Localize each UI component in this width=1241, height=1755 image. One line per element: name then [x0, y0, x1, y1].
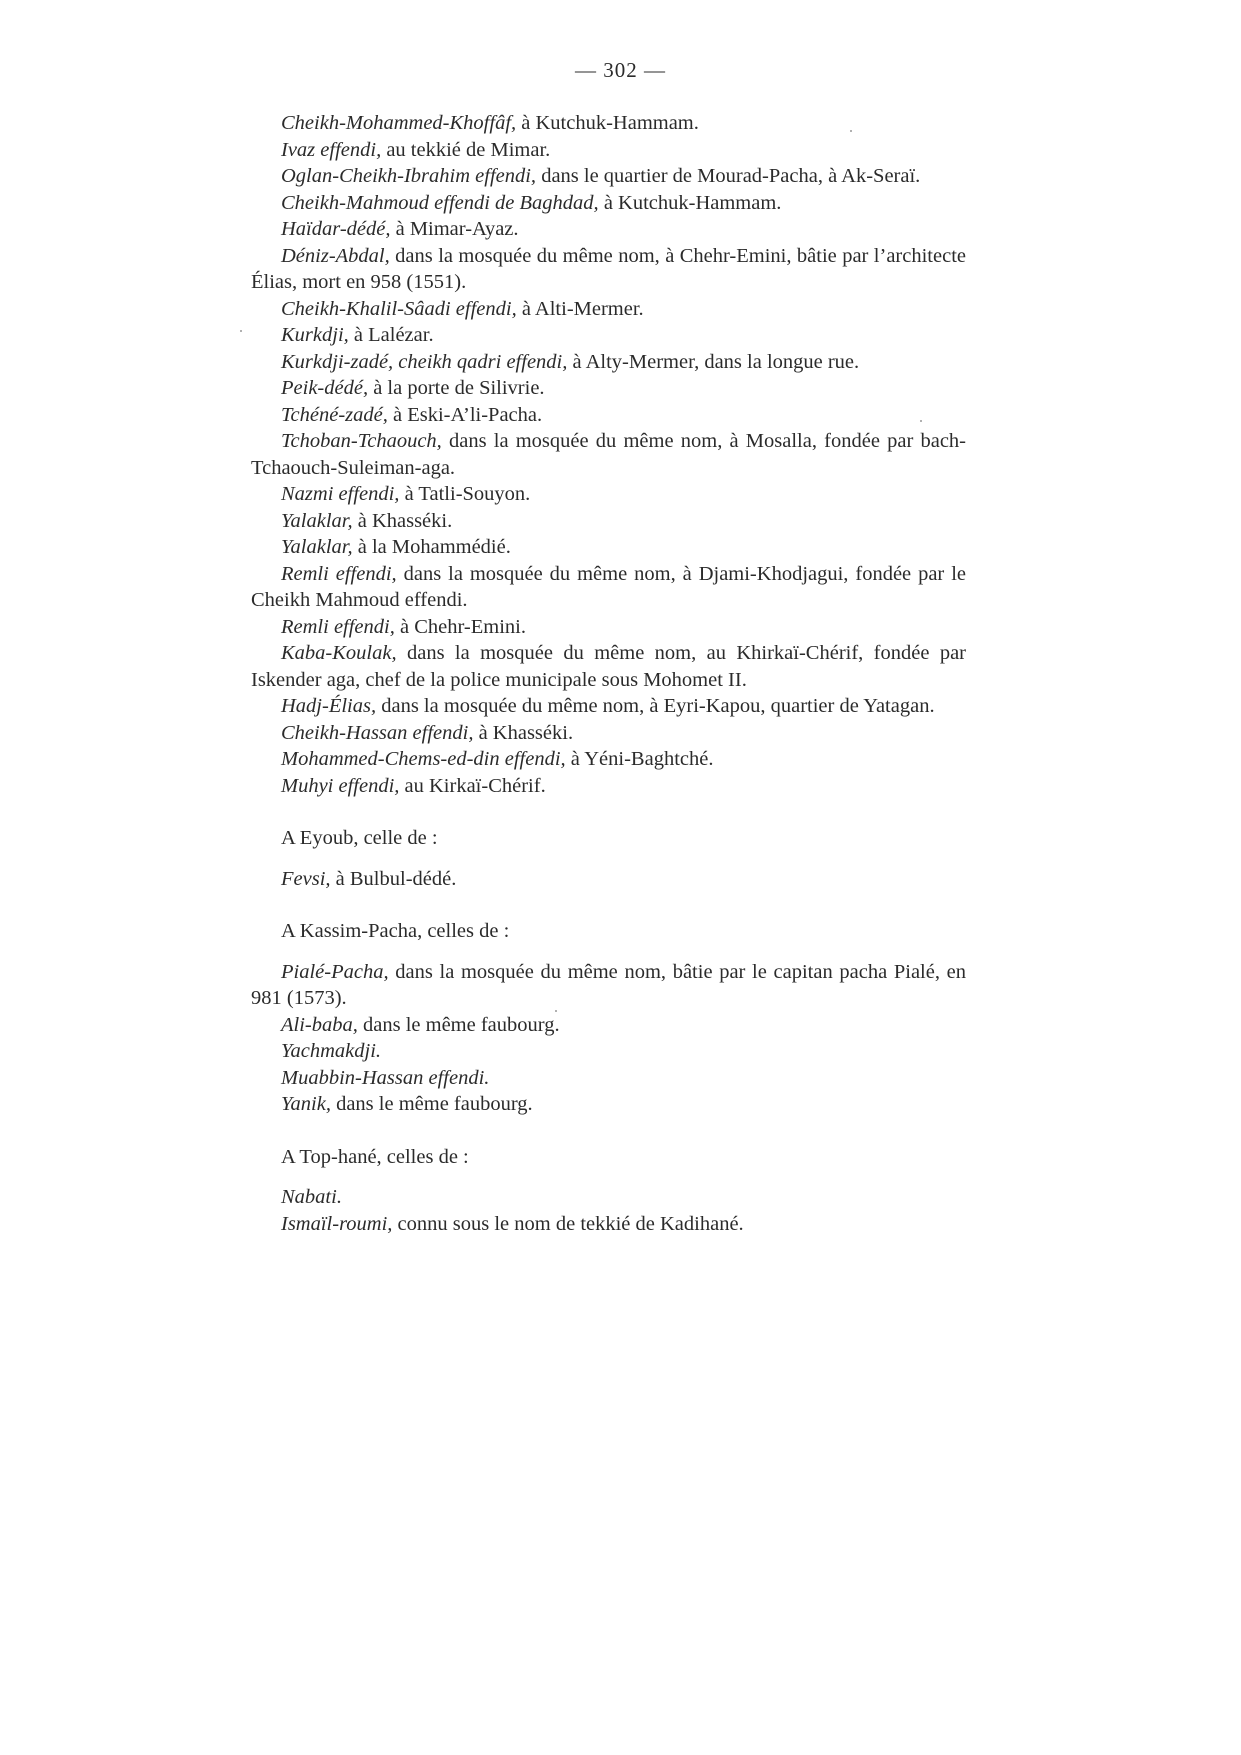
- tekkie-location: à Kutchuk-Hammam.: [516, 112, 699, 134]
- tekkie-name: Yalaklar,: [281, 536, 353, 558]
- tekkie-name: Déniz-Abdal,: [281, 244, 390, 267]
- tekkie-location: au Kirkaï-Chérif.: [399, 774, 546, 797]
- tekkie-name: Oglan-Cheikh-Ibrahim effendi,: [281, 165, 537, 187]
- section-heading: A Kassim-Pacha, celles de :: [281, 920, 510, 942]
- tekkie-name: Kurkdji,: [281, 324, 349, 346]
- scan-speck: [240, 330, 242, 332]
- tekkie-location: dans le même faubourg.: [357, 1013, 560, 1036]
- tekkie-name: Yalaklar,: [281, 509, 353, 532]
- tekkie-entry: [251, 163, 966, 190]
- tekkie-entry: [251, 720, 966, 747]
- kassim-list: [251, 959, 966, 1118]
- section-heading: A Eyoub, celle de :: [281, 827, 438, 849]
- tekkie-name: Tchoban-Tchaouch,: [281, 430, 442, 452]
- eyoub-section: [251, 825, 966, 892]
- tekkie-location: dans la mosquée du même nom, à Mosalla, fondée par bach-Tchaouch-Suleiman-aga.: [251, 430, 966, 479]
- tekkie-name: Nazmi effendi,: [281, 483, 400, 505]
- tekkie-entry: [251, 1038, 966, 1065]
- tekkie-entry: [251, 322, 966, 349]
- tekkie-entry: [251, 1211, 966, 1238]
- tekkie-entry: [251, 1012, 966, 1039]
- tekkie-entry: [251, 773, 966, 800]
- tophane-section: [251, 1144, 966, 1238]
- tekkie-location: à Khasséki.: [473, 721, 574, 744]
- tekkie-entry: [251, 693, 966, 720]
- tekkie-location: à Khasséki.: [352, 509, 453, 532]
- tekkie-name: Ismaïl-roumi,: [281, 1212, 393, 1235]
- tekkie-name: Cheikh-Mohammed-Khoffâf,: [281, 112, 517, 134]
- tekkie-name: Pialé-Pacha,: [281, 960, 389, 983]
- tekkie-name: Peik-dédé,: [281, 377, 369, 399]
- tekkie-name: Tchéné-zadé,: [281, 403, 388, 426]
- tekkie-entry: [251, 1091, 966, 1118]
- tekkie-entry: [251, 428, 966, 481]
- tekkie-name: Yanik,: [281, 1093, 331, 1115]
- tekkie-location: à Chehr-Emini.: [394, 615, 526, 638]
- tekkie-entry: [251, 866, 966, 893]
- tekkie-name: Kaba-Koulak,: [281, 642, 397, 664]
- tekkie-entry: [251, 137, 966, 164]
- page-text: [251, 110, 966, 1237]
- tekkie-location: à Mimar-Ayaz.: [390, 218, 519, 240]
- tekkie-location: dans la mosquée du même nom, bâtie par le capitan pacha Pialé, en 981 (1573).: [251, 960, 966, 1009]
- eyoub-list: [251, 866, 966, 893]
- tekkie-location: à la porte de Silivrie.: [368, 377, 545, 399]
- tekkie-location: dans la mosquée du même nom, à Eyri-Kapou, quartier de Yatagan.: [376, 695, 935, 717]
- tekkie-location: à la Mohammédié.: [352, 536, 511, 558]
- tekkie-location: au tekkié de Mimar.: [381, 138, 551, 161]
- tekkie-entry: [251, 349, 966, 376]
- tekkie-location: dans la mosquée du même nom, au Khirkaï-Chérif, fondée par Iskender aga, chef de la police municipale sous Mohomet II.: [251, 642, 966, 691]
- tekkie-entry: [251, 534, 966, 561]
- tekkie-name: Remli effendi,: [281, 562, 397, 585]
- scan-speck: [920, 420, 922, 422]
- tekkie-location: à Lalézar.: [348, 324, 434, 346]
- tekkie-entry: [251, 481, 966, 508]
- tekkie-name: Remli effendi,: [281, 615, 395, 638]
- tekkie-entry: [251, 508, 966, 535]
- tekkie-location: à Alti-Mermer.: [516, 297, 644, 320]
- tekkie-name: Cheikh-Mahmoud effendi de Baghdad,: [281, 191, 599, 214]
- tekkie-entry: [251, 110, 966, 137]
- tophane-list: [251, 1184, 966, 1237]
- tekkie-entry: [251, 959, 966, 1012]
- tekkie-entry: [251, 216, 966, 243]
- tekkie-name: Yachmakdji.: [281, 1040, 382, 1062]
- tekkie-location: dans la mosquée du même nom, à Djami-Khodjagui, fondée par le Cheikh Mahmoud effendi.: [251, 562, 966, 611]
- tekkie-entry: [251, 640, 966, 693]
- tekkie-entry: [251, 296, 966, 323]
- scan-speck: [850, 130, 852, 132]
- tekkie-location: à Alty-Mermer, dans la longue rue.: [567, 350, 860, 373]
- tekkie-name: Hadj-Élias,: [281, 695, 377, 717]
- tekkie-entry: [251, 402, 966, 429]
- page-number: — 302 —: [575, 58, 666, 82]
- tekkie-entry: [251, 614, 966, 641]
- tekkie-location: à Bulbul-dédé.: [330, 867, 457, 890]
- tekkie-name: Ivaz effendi,: [281, 138, 382, 161]
- tekkie-name: Haïdar-dédé,: [281, 218, 391, 240]
- tekkie-entry: [251, 1184, 966, 1211]
- tekkie-location: à Tatli-Souyon.: [399, 483, 531, 505]
- tekkie-name: Ali-baba,: [281, 1013, 358, 1036]
- tekkie-location: à Kutchuk-Hammam.: [598, 191, 782, 214]
- tekkie-name: Cheikh-Hassan effendi,: [281, 721, 474, 744]
- tekkie-name: Cheikh-Khalil-Sâadi effendi,: [281, 297, 517, 320]
- scan-speck: [555, 1010, 557, 1012]
- tekkie-location: dans la mosquée du même nom, à Chehr-Emini, bâtie par l’architecte Élias, mort en 958 (1551).: [251, 244, 966, 293]
- tekkie-location: à Yéni-Baghtché.: [565, 748, 714, 770]
- tekkie-name: Fevsi,: [281, 867, 331, 890]
- tekkie-entry: [251, 190, 966, 217]
- tekkie-entry: [251, 746, 966, 773]
- tekkie-entry: [251, 375, 966, 402]
- section-heading: A Top-hané, celles de :: [281, 1145, 469, 1168]
- tekkie-location: connu sous le nom de tekkié de Kadihané.: [392, 1212, 744, 1235]
- tekkie-name: Nabati.: [281, 1186, 342, 1208]
- tekkie-name: Kurkdji-zadé, cheikh qadri effendi,: [281, 350, 568, 373]
- tekkie-name: Mohammed-Chems-ed-din effendi,: [281, 748, 566, 770]
- tekkie-entry: [251, 243, 966, 296]
- tekkie-entry: [251, 561, 966, 614]
- tekkie-name: Muabbin-Hassan effendi.: [281, 1066, 490, 1089]
- tekkie-list: [251, 110, 966, 799]
- tekkie-location: dans le quartier de Mourad-Pacha, à Ak-Seraï.: [536, 165, 921, 187]
- tekkie-entry: [251, 1065, 966, 1092]
- tekkie-name: Muhyi effendi,: [281, 774, 400, 797]
- tekkie-location: dans le même faubourg.: [330, 1093, 533, 1115]
- tekkie-location: à Eski-A’li-Pacha.: [387, 403, 543, 426]
- kassim-section: [251, 918, 966, 1118]
